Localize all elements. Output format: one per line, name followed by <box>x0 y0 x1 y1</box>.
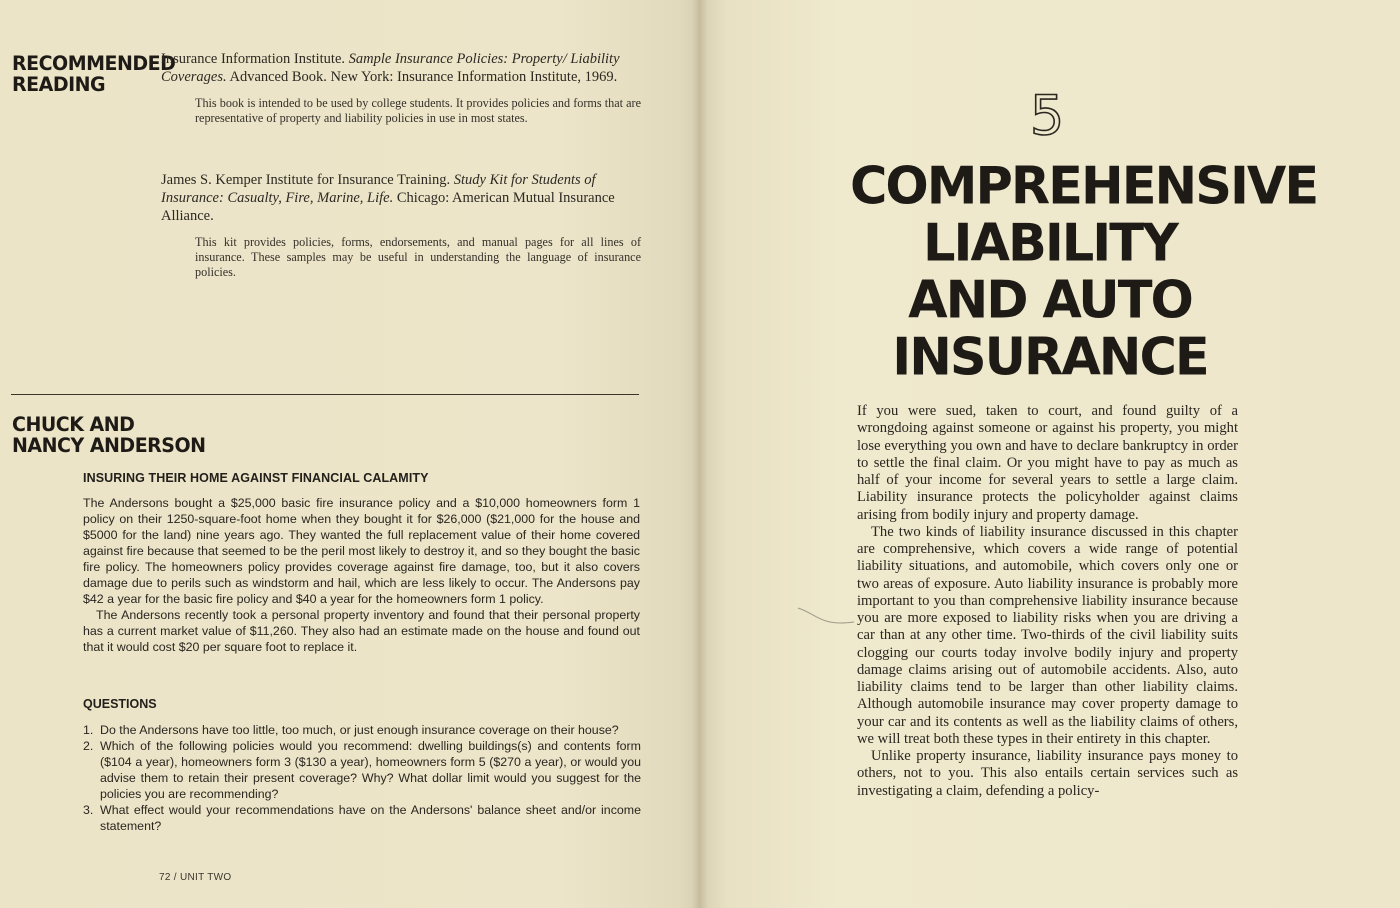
chapter-title-line: INSURANCE <box>892 327 1208 388</box>
chapter-title-line: AND AUTO <box>908 270 1192 331</box>
case-study-label: CHUCK AND NANCY ANDERSON <box>12 412 206 458</box>
case-study-paragraph: The Andersons recently took a personal property inventory and found that their personal property has a current market value of $11,260. They also had an estimate made on the house and found out that it would cost $20 per square foot to replace it. <box>83 608 640 654</box>
chapter-body <box>857 403 1238 800</box>
questions-list <box>83 722 641 834</box>
questions-heading: QUESTIONS <box>83 697 157 711</box>
body-paragraph: The two kinds of liability insurance discussed in this chapter are comprehensive, which covers a wide range of potential liability situations, and automobile, which covers only one or two areas of exposure. Auto liability insurance is probably more important to you than comprehensive liability insurance because you are more exposed to liability risks when you are driving a car than at any other time. Two-thirds of the civil liability suits clogging our courts today involve bodily injury and property damage claims arising out of automobile accidents. Also, auto liability claims tend to be larger than other liability claims. Although automobile insurance may cover property damage to your car and its contents as well as the liability claims of others, we will treat both these types in their entirety in this chapter. <box>857 523 1238 747</box>
chapter-number: 5 <box>1029 84 1065 147</box>
pencil-mark <box>796 604 856 628</box>
reference-entry-1 <box>161 50 641 126</box>
reference-description: This book is intended to be used by college students. It provides policies and forms that are representative of property and liability policies in use in most states. <box>195 96 641 125</box>
case-study-body <box>83 495 640 655</box>
question-item: 3. What effect would your recommendations have on the Andersons' balance sheet and/or income statement? <box>83 803 641 833</box>
question-item: 2. Which of the following policies would you recommend: dwelling buildings(s) and contents form ($104 a year), homeowners form 3 ($130 a year), homeowners form 5 ($270 a year), or would you advise them to retain their present coverage? Why? What dollar limit would you suggest for the policies you are recommending? <box>83 739 641 801</box>
chapter-title <box>850 156 1318 388</box>
recommended-reading-label: RECOMMENDED READING <box>12 51 176 97</box>
reference-citation: James S. Kemper Institute for Insurance Training. Study Kit for Students of Insurance: Casualty, Fire, Marine, Life. Chicago: American Mutual Insurance Alliance. <box>161 172 615 224</box>
book-gutter <box>692 0 708 908</box>
reference-description: This kit provides policies, forms, endorsements, and manual pages for all lines of insurance. These samples may be useful in understanding the language of insurance policies. <box>195 235 641 279</box>
case-study-heading: INSURING THEIR HOME AGAINST FINANCIAL CALAMITY <box>83 471 429 485</box>
body-paragraph: Unlike property insurance, liability insurance pays money to others, not to you. This also entails certain services such as investigating a claim, defending a policy- <box>857 748 1238 799</box>
case-study-paragraph: The Andersons bought a $25,000 basic fire insurance policy and a $10,000 homeowners form 1 policy on their 1250-square-foot home when they bought it for $26,000 ($21,000 for the house and $5000 for the land) nine years ago. They wanted the full replacement value of their home covered against fire because that seemed to be the peril most likely to destroy it, and so they bought the basic fire policy. The homeowners policy provides coverage against fire damage, too, but it also covers damage due to perils such as windstorm and hail, which are less likely to occur. The Andersons pay $42 a year for the basic fire policy and $40 a year for the homeowners form 1 policy. <box>83 496 640 606</box>
question-item: 1. Do the Andersons have too little, too much, or just enough insurance coverage on their house? <box>83 723 619 737</box>
reference-entry-2 <box>161 171 641 280</box>
body-paragraph: If you were sued, taken to court, and found guilty of a wrongdoing against someone or against his property, you might lose everything you own and have to declare bankruptcy in order to settle the final claim. Or you might have to pay as much as half of your income for several years to settle a large claim. Liability insurance protects the policyholder against claims arising from bodily injury and property damage. <box>857 403 1238 523</box>
section-divider <box>11 394 639 395</box>
chapter-title-line: LIABILITY <box>923 213 1177 274</box>
page-folio: 72 / UNIT TWO <box>159 872 232 883</box>
reference-citation: Insurance Information Institute. Sample Insurance Policies: Property/ Liability Coverages. Advanced Book. New York: Insurance Information Institute, 1969. <box>161 51 620 85</box>
chapter-title-line: COMPREHENSIVE <box>850 156 1318 217</box>
